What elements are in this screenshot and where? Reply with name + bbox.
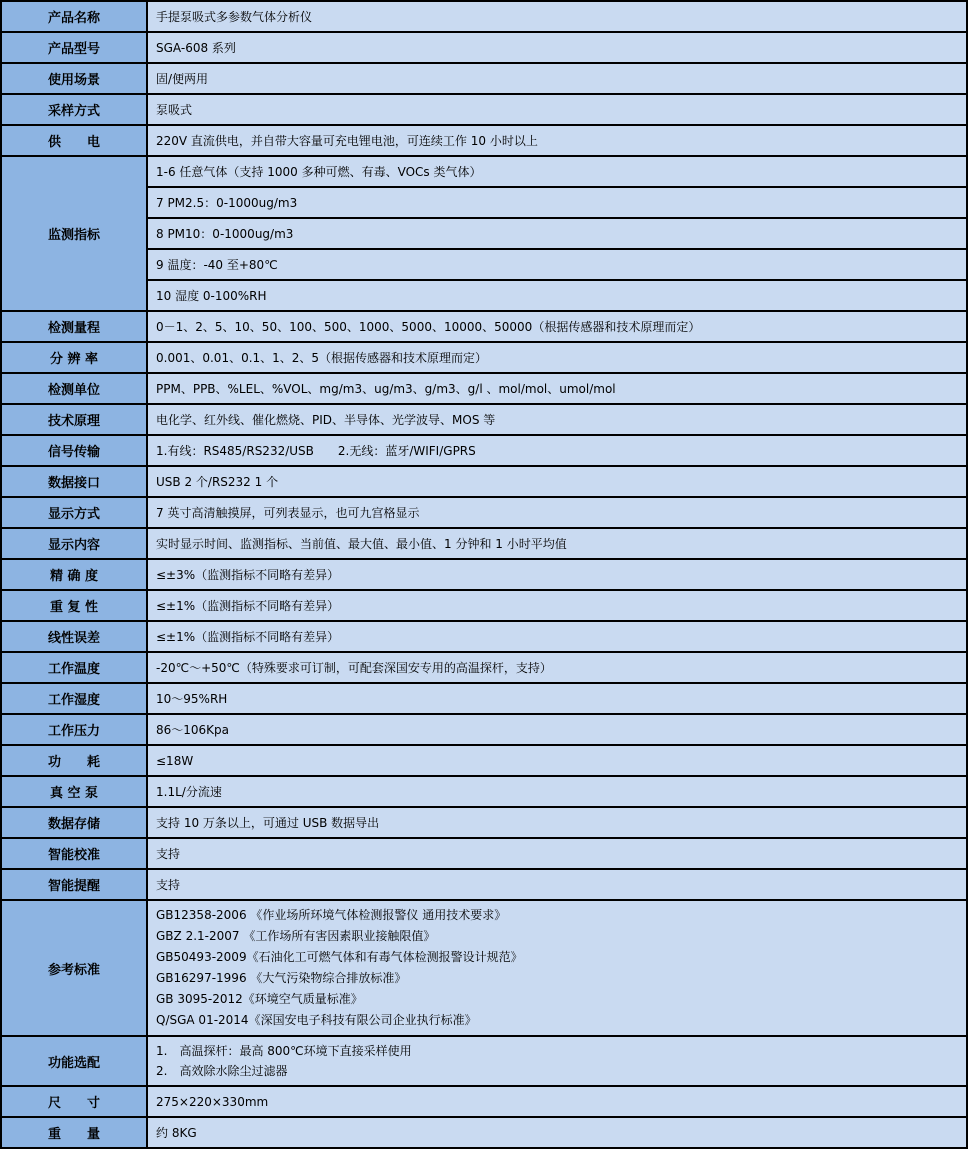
spec-label: 技术原理 [1, 404, 147, 435]
spec-label: 信号传输 [1, 435, 147, 466]
spec-value: ≤±3%（监测指标不同略有差异） [147, 559, 967, 590]
row-weight [1, 1117, 967, 1148]
spec-value: 泵吸式 [147, 94, 967, 125]
spec-value: 支持 [147, 838, 967, 869]
spec-label: 检测量程 [1, 311, 147, 342]
spec-value: 86～106Kpa [147, 714, 967, 745]
spec-value: ≤±1%（监测指标不同略有差异） [147, 621, 967, 652]
spec-value: 7 英寸高清触摸屏，可列表显示，也可九宫格显示 [147, 497, 967, 528]
spec-label: 显示方式 [1, 497, 147, 528]
spec-label: 真 空 泵 [1, 776, 147, 807]
standard-line: GB16297-1996 《大气污染物综合排放标准》 [156, 971, 407, 985]
row-working-humidity [1, 683, 967, 714]
row-working-pressure [1, 714, 967, 745]
spec-label: 工作湿度 [1, 683, 147, 714]
spec-value: 1-6 任意气体（支持 1000 多种可燃、有毒、VOCs 类气体） [147, 156, 967, 187]
spec-label: 数据接口 [1, 466, 147, 497]
standard-line: GB 3095-2012《环境空气质量标准》 [156, 992, 363, 1006]
row-resolution [1, 342, 967, 373]
spec-value: 10 湿度 0-100%RH [147, 280, 967, 311]
spec-label: 采样方式 [1, 94, 147, 125]
row-data-interface [1, 466, 967, 497]
spec-value: 固/便两用 [147, 63, 967, 94]
spec-label: 检测单位 [1, 373, 147, 404]
row-dimensions [1, 1086, 967, 1117]
spec-label: 产品名称 [1, 1, 147, 32]
row-monitor-indicators [1, 156, 967, 187]
spec-label: 使用场景 [1, 63, 147, 94]
spec-label: 供 电 [1, 125, 147, 156]
row-working-temp [1, 652, 967, 683]
spec-value: 0.001、0.01、0.1、1、2、5（根据传感器和技术原理而定） [147, 342, 967, 373]
row-power-consumption [1, 745, 967, 776]
spec-label: 参考标准 [1, 900, 147, 1036]
row-repeatability [1, 590, 967, 621]
standard-line: GB50493-2009《石油化工可燃气体和有毒气体检测报警设计规范》 [156, 950, 523, 964]
spec-label: 产品型号 [1, 32, 147, 63]
row-data-storage [1, 807, 967, 838]
spec-label: 工作温度 [1, 652, 147, 683]
spec-value: 9 温度：-40 至+80℃ [147, 249, 967, 280]
spec-label: 线性误差 [1, 621, 147, 652]
row-product-model [1, 32, 967, 63]
spec-label: 智能提醒 [1, 869, 147, 900]
row-detection-range [1, 311, 967, 342]
option-line: 2. 高效除水除尘过滤器 [156, 1064, 288, 1078]
row-power-supply [1, 125, 967, 156]
spec-label: 显示内容 [1, 528, 147, 559]
spec-value: 1.有线：RS485/RS232/USB 2.无线：蓝牙/WIFI/GPRS [147, 435, 967, 466]
row-accuracy [1, 559, 967, 590]
row-linearity-error [1, 621, 967, 652]
row-optional-features [1, 1036, 967, 1086]
row-smart-calibration [1, 838, 967, 869]
row-product-name [1, 1, 967, 32]
spec-value: 275×220×330mm [147, 1086, 967, 1117]
spec-value: SGA-608 系列 [147, 32, 967, 63]
row-use-scene [1, 63, 967, 94]
spec-value: 支持 [147, 869, 967, 900]
spec-label: 监测指标 [1, 156, 147, 311]
spec-label: 功 耗 [1, 745, 147, 776]
standard-line: GBZ 2.1-2007 《工作场所有害因素职业接触限值》 [156, 929, 436, 943]
row-detection-unit [1, 373, 967, 404]
spec-label: 重 复 性 [1, 590, 147, 621]
option-line: 1. 高温探杆：最高 800℃环境下直接采样使用 [156, 1044, 412, 1058]
spec-label: 功能选配 [1, 1036, 147, 1086]
spec-value: 约 8KG [147, 1117, 967, 1148]
row-vacuum-pump [1, 776, 967, 807]
spec-value: 0－1、2、5、10、50、100、500、1000、5000、10000、50000（根据传感器和技术原理而定） [147, 311, 967, 342]
spec-value: 220V 直流供电，并自带大容量可充电锂电池，可连续工作 10 小时以上 [147, 125, 967, 156]
spec-label: 分 辨 率 [1, 342, 147, 373]
spec-value: ≤18W [147, 745, 967, 776]
spec-label: 工作压力 [1, 714, 147, 745]
spec-label: 智能校准 [1, 838, 147, 869]
spec-value: -20℃～+50℃（特殊要求可订制，可配套深国安专用的高温探杆，支持） [147, 652, 967, 683]
spec-value [147, 900, 967, 1036]
spec-label: 精 确 度 [1, 559, 147, 590]
row-reference-standards [1, 900, 967, 1036]
spec-value: 8 PM10：0-1000ug/m3 [147, 218, 967, 249]
row-sampling-method [1, 94, 967, 125]
spec-value: 7 PM2.5：0-1000ug/m3 [147, 187, 967, 218]
spec-value: 10～95%RH [147, 683, 967, 714]
spec-value: ≤±1%（监测指标不同略有差异） [147, 590, 967, 621]
spec-label: 尺 寸 [1, 1086, 147, 1117]
spec-value: 1.1L/分流速 [147, 776, 967, 807]
row-display-mode [1, 497, 967, 528]
spec-label: 数据存储 [1, 807, 147, 838]
spec-value [147, 1036, 967, 1086]
row-signal-transmission [1, 435, 967, 466]
row-display-content [1, 528, 967, 559]
spec-value: 手提泵吸式多参数气体分析仪 [147, 1, 967, 32]
spec-value: 支持 10 万条以上，可通过 USB 数据导出 [147, 807, 967, 838]
spec-label: 重 量 [1, 1117, 147, 1148]
standard-line: Q/SGA 01-2014《深国安电子科技有限公司企业执行标准》 [156, 1013, 477, 1027]
spec-value: USB 2 个/RS232 1 个 [147, 466, 967, 497]
spec-value: 实时显示时间、监测指标、当前值、最大值、最小值、1 分钟和 1 小时平均值 [147, 528, 967, 559]
spec-value: PPM、PPB、%LEL、%VOL、mg/m3、ug/m3、g/m3、g/l 、mol/mol、umol/mol [147, 373, 967, 404]
standard-line: GB12358-2006 《作业场所环境气体检测报警仪 通用技术要求》 [156, 908, 507, 922]
row-smart-reminder [1, 869, 967, 900]
spec-value: 电化学、红外线、催化燃烧、PID、半导体、光学波导、MOS 等 [147, 404, 967, 435]
row-tech-principle [1, 404, 967, 435]
